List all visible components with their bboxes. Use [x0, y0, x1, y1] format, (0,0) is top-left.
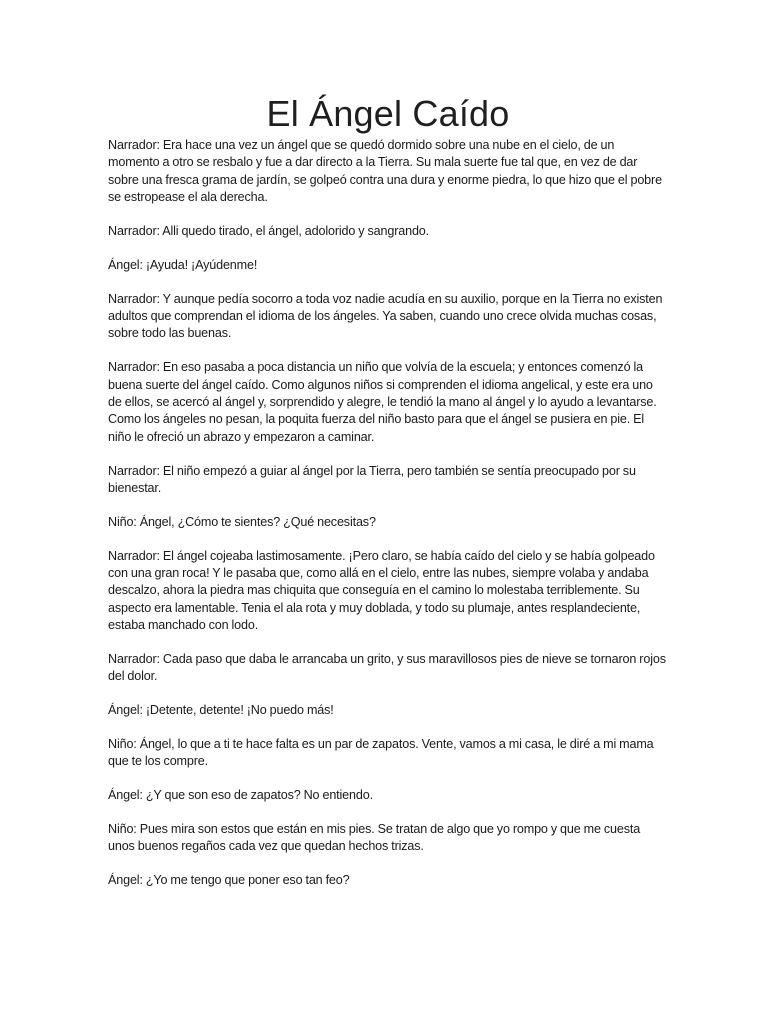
speaker-label: Ángel: — [108, 873, 143, 888]
paragraph — [108, 514, 668, 531]
paragraph-text: Pues mira son estos que están en mis pies. Se tratan de algo que yo rompo y que me cuesta unos buenos regaños cada vez que quedan hechos trizas. — [108, 822, 641, 854]
paragraph-text: En eso pasaba a poca distancia un niño que volvía de la escuela; y entonces comenzó la buena suerte del ángel caído. Como algunos niños si comprenden el idioma angelical, y este era uno de ellos, se acercó al ángel y, sorprendido y alegre, le tendió la mano al ángel y lo ayudo a levantarse. Como los ángeles no pesan, la poquita fuerza del niño basto para que el ángel se pusiera en pie. El niño le ofreció un abrazo y empezaron a caminar. — [108, 360, 657, 444]
speaker-label: Narrador: — [108, 138, 160, 152]
page-title: El Ángel Caído — [266, 93, 510, 134]
speaker-label: Narrador: — [108, 548, 160, 563]
speaker-label: Niño: — [108, 737, 137, 752]
paragraph — [108, 291, 668, 343]
speaker-label: Ángel: — [108, 257, 143, 272]
speaker-label: Ángel: — [108, 703, 143, 718]
speaker-label: Ángel: — [108, 788, 143, 803]
paragraph — [108, 702, 668, 719]
paragraph — [108, 736, 668, 771]
paragraph — [108, 359, 668, 446]
document-page — [108, 92, 668, 906]
speaker-label: Narrador: — [108, 360, 160, 375]
speaker-label: Niño: — [108, 514, 137, 529]
paragraph-text: ¡Ayuda! ¡Ayúdenme! — [142, 257, 258, 272]
paragraph-text: Cada paso que daba le arrancaba un grito, y sus maravillosos pies de nieve se tornaron rojos del dolor. — [108, 652, 666, 684]
paragraph — [108, 548, 668, 635]
paragraph-text: El ángel cojeaba lastimosamente. ¡Pero claro, se había caído del cielo y se había golpeado con una gran roca! Y le pasaba que, como allá en el cielo, entre las nubes, siempre volaba y andaba descalzo, ahora la piedra mas chiquita que conseguía en el camino lo molestaba terriblemente. Su aspecto era lamentable. Tenia el ala rota y muy doblada, y todo su plumaje, antes resplandeciente, estaba manchado con lodo. — [108, 548, 655, 633]
paragraph-text: Y aunque pedía socorro a toda voz nadie acudía en su auxilio, porque en la Tierra no existen adultos que comprendan el idioma de los ángeles. Ya saben, cuando uno crece olvida muchas cosas, sobre todo las buenas. — [108, 291, 663, 341]
paragraph — [108, 223, 668, 240]
speaker-label: Narrador: — [108, 224, 160, 239]
paragraph — [108, 872, 668, 889]
speaker-label: Narrador: — [108, 652, 160, 667]
paragraph — [108, 821, 668, 856]
paragraph — [108, 787, 668, 804]
paragraph-text: ¿Yo me tengo que poner eso tan feo? — [142, 873, 350, 888]
speaker-label: Niño: — [108, 822, 137, 837]
paragraph — [108, 463, 668, 498]
paragraph — [108, 257, 668, 274]
paragraph-text: Ángel, ¿Cómo te sientes? ¿Qué necesitas? — [136, 514, 376, 529]
paragraph-text: Ángel, lo que a ti te hace falta es un par de zapatos. Vente, vamos a mi casa, le diré a mi mama que te los compre. — [108, 737, 654, 769]
paragraph — [108, 137, 668, 207]
paragraph-text: ¿Y que son eso de zapatos? No entiendo. — [142, 788, 373, 803]
paragraph-text: Era hace una vez un ángel que se quedó dormido sobre una nube en el cielo, de un momento a otro se resbalo y fue a dar directo a la Tierra. Su mala suerte fue tal que, en vez de dar sobre una fresca grama de jardín, se golpeó contra una dura y enorme piedra, lo que hizo que el pobre se estropease el ala derecha. — [108, 138, 662, 205]
paragraph — [108, 651, 668, 686]
speaker-label: Narrador: — [108, 291, 160, 306]
paragraph-text: ¡Detente, detente! ¡No puedo más! — [142, 703, 334, 718]
paragraph-text: El niño empezó a guiar al ángel por la Tierra, pero también se sentía preocupado por su bienestar. — [108, 463, 636, 496]
paragraph-text: Alli quedo tirado, el ángel, adolorido y sangrando. — [159, 224, 429, 239]
speaker-label: Narrador: — [108, 463, 160, 478]
